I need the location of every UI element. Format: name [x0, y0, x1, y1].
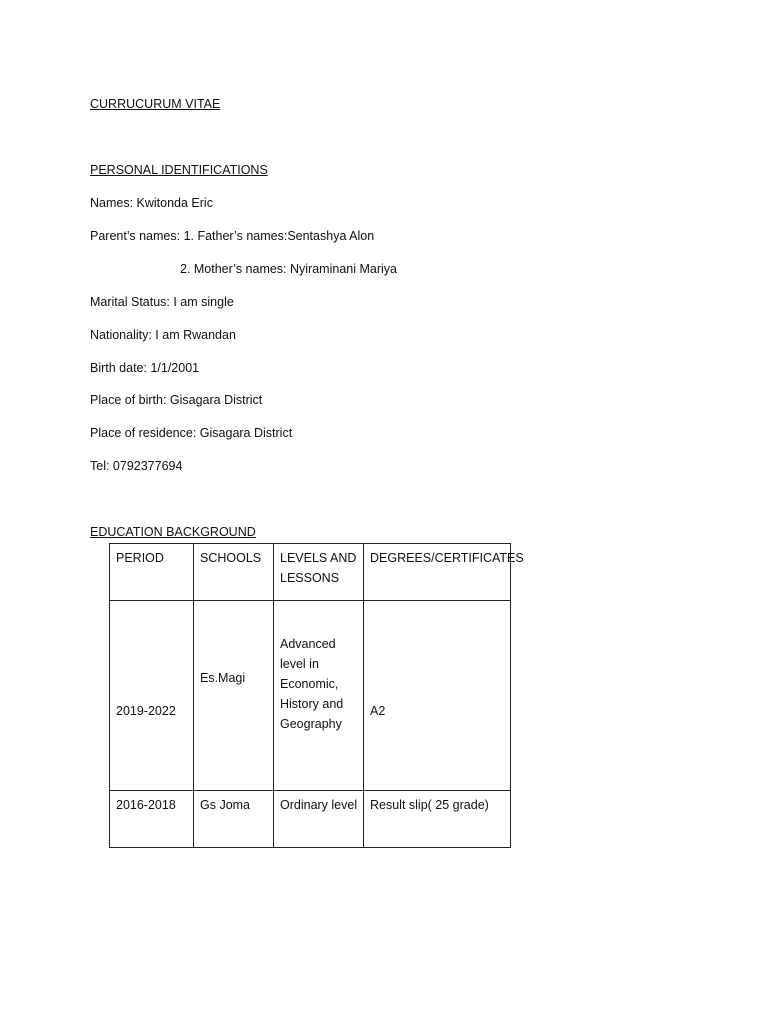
table-header-row: [110, 544, 511, 601]
mother-names-line: 2. Mother’s names: Nyiraminani Mariya: [180, 262, 397, 276]
nationality-line: Nationality: I am Rwandan: [90, 328, 236, 342]
education-table: [109, 543, 524, 848]
cell-school: Es.Magi: [194, 601, 274, 791]
cell-school: Gs Joma: [194, 791, 274, 848]
document-title: CURRUCURUM VITAE: [90, 97, 221, 111]
col-header-period: PERIOD: [110, 544, 194, 601]
table-row: [110, 791, 511, 848]
marital-status-line: Marital Status: I am single: [90, 295, 234, 309]
col-header-schools: SCHOOLS: [194, 544, 274, 601]
table-row: [110, 601, 511, 791]
personal-heading: PERSONAL IDENTIFICATIONS: [90, 163, 268, 177]
cell-level: Advanced level in Economic, History and Geography: [274, 601, 364, 791]
tel-line: Tel: 0792377694: [90, 459, 183, 473]
names-line: Names: Kwitonda Eric: [90, 196, 213, 210]
residence-line: Place of residence: Gisagara District: [90, 426, 293, 440]
cell-period: 2016-2018: [110, 791, 194, 848]
education-heading: EDUCATION BACKGROUND: [90, 525, 256, 539]
father-names-line: Parent’s names: 1. Father’s names:Sentashya Alon: [90, 229, 375, 243]
birth-place-line: Place of birth: Gisagara District: [90, 393, 263, 407]
cell-degree: A2: [364, 601, 511, 791]
birth-date-line: Birth date: 1/1/2001: [90, 361, 200, 375]
col-header-degrees: DEGREES/CERTIFICATES: [364, 544, 511, 601]
cell-period: 2019-2022: [110, 601, 194, 791]
cell-level: Ordinary level: [274, 791, 364, 848]
col-header-levels: LEVELS AND LESSONS: [274, 544, 364, 601]
cell-degree: Result slip( 25 grade): [364, 791, 511, 848]
